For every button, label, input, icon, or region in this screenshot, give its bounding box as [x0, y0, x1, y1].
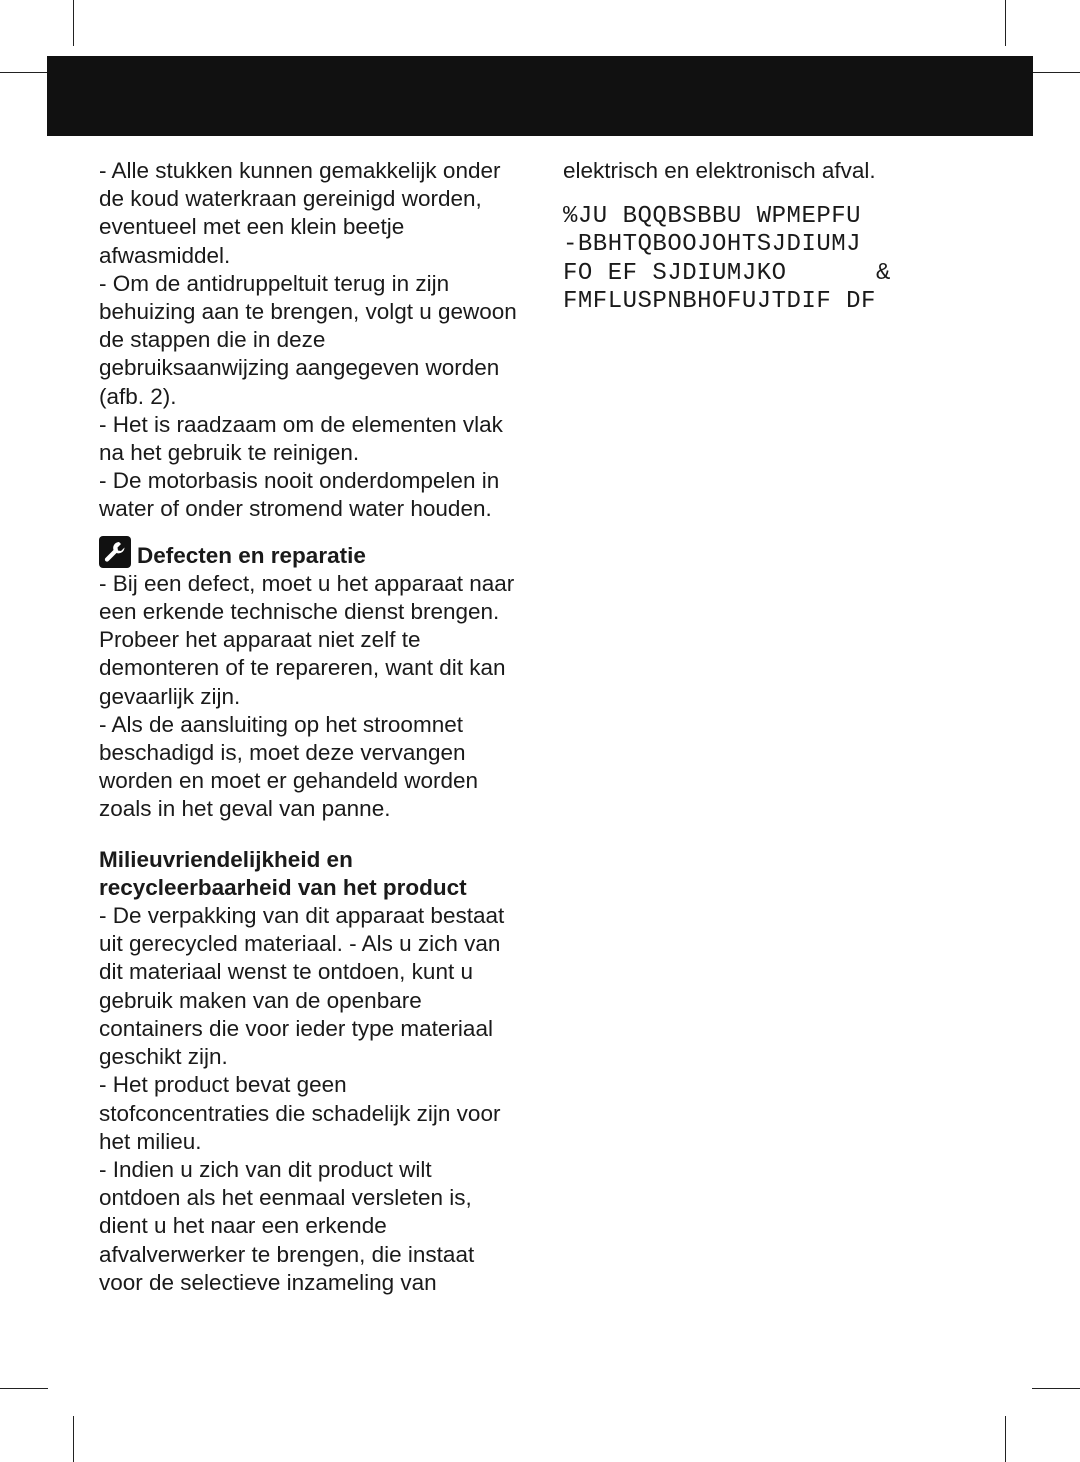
defects-item: - Als de aansluiting op het stroomnet beschadigd is, moet deze vervangen worden en moet er gehandeld worden zoals in het geval van panne. [99, 711, 479, 822]
continuation-text: elektrisch en elektronisch afval. [563, 158, 876, 183]
defects-heading-row [99, 542, 519, 570]
garbled-line: FMFLUSPNBHOFUJTDIF DF [563, 287, 876, 315]
cleaning-item: - Om de antidruppeltuit terug in zijn behuizing aan te brengen, volgt u gewoon de stappen die in deze gebruiksaanwijzing aangegeven worden (afb. 2). [99, 270, 517, 409]
crop-mark [0, 1388, 48, 1389]
right-column [563, 157, 1038, 316]
crop-mark [73, 0, 74, 46]
wrench-icon [99, 536, 131, 568]
defects-item: - Bij een defect, moet u het apparaat naar een erkende technische dienst brengen. Probeer het apparaat niet zelf te demonteren of te repareren, want dit kan gevaarlijk zijn. [99, 570, 515, 709]
left-column [99, 157, 519, 1297]
spacer [99, 824, 519, 846]
environment-item: - Het product bevat geen stofconcentraties die schadelijk zijn voor het milieu. [99, 1072, 501, 1154]
spacer [99, 524, 519, 542]
crop-mark [73, 1416, 74, 1462]
crop-mark [1032, 72, 1080, 73]
defects-heading: Defecten en reparatie [137, 542, 366, 568]
garbled-line: FO EF SJDIUMJKO & [563, 259, 891, 287]
crop-mark [1005, 0, 1006, 46]
crop-mark [1005, 1416, 1006, 1462]
garbled-line: %JU BQQBSBBU WPMEPFU [563, 203, 862, 231]
crop-mark [0, 72, 48, 73]
cleaning-item: - De motorbasis nooit onderdompelen in water of onder stromend water houden. [99, 468, 500, 522]
cleaning-item: - Het is raadzaam om de elementen vlak na het gebruik te reinigen. [99, 411, 503, 466]
header-bar [47, 56, 1033, 136]
environment-heading-line1: Milieuvriendelijkheid en [99, 846, 353, 872]
crop-mark [1032, 1388, 1080, 1389]
environment-item: - De verpakking van dit apparaat bestaat uit gerecycled materiaal. - Als u zich van dit materiaal wenst te ontdoen, kunt u gebruik maken van de openbare containers die voor ieder type materiaal geschikt zijn. [99, 903, 505, 1070]
cleaning-item: - Alle stukken kunnen gemakkelijk onder de koud waterkraan gereinigd worden, eventueel met een klein beetje afwasmiddel. [99, 158, 501, 268]
environment-item: - Indien u zich van dit product wilt ontdoen als het eenmaal versleten is, dient u het naar een erkende afvalverwerker te brengen, die instaat voor de selectieve inzameling van [99, 1156, 475, 1295]
garbled-line: -BBHTQBOOJOHTSJDIUMJ [563, 231, 862, 259]
spacer [563, 185, 1038, 203]
environment-heading-line2: recycleerbaarheid van het product [99, 874, 467, 900]
